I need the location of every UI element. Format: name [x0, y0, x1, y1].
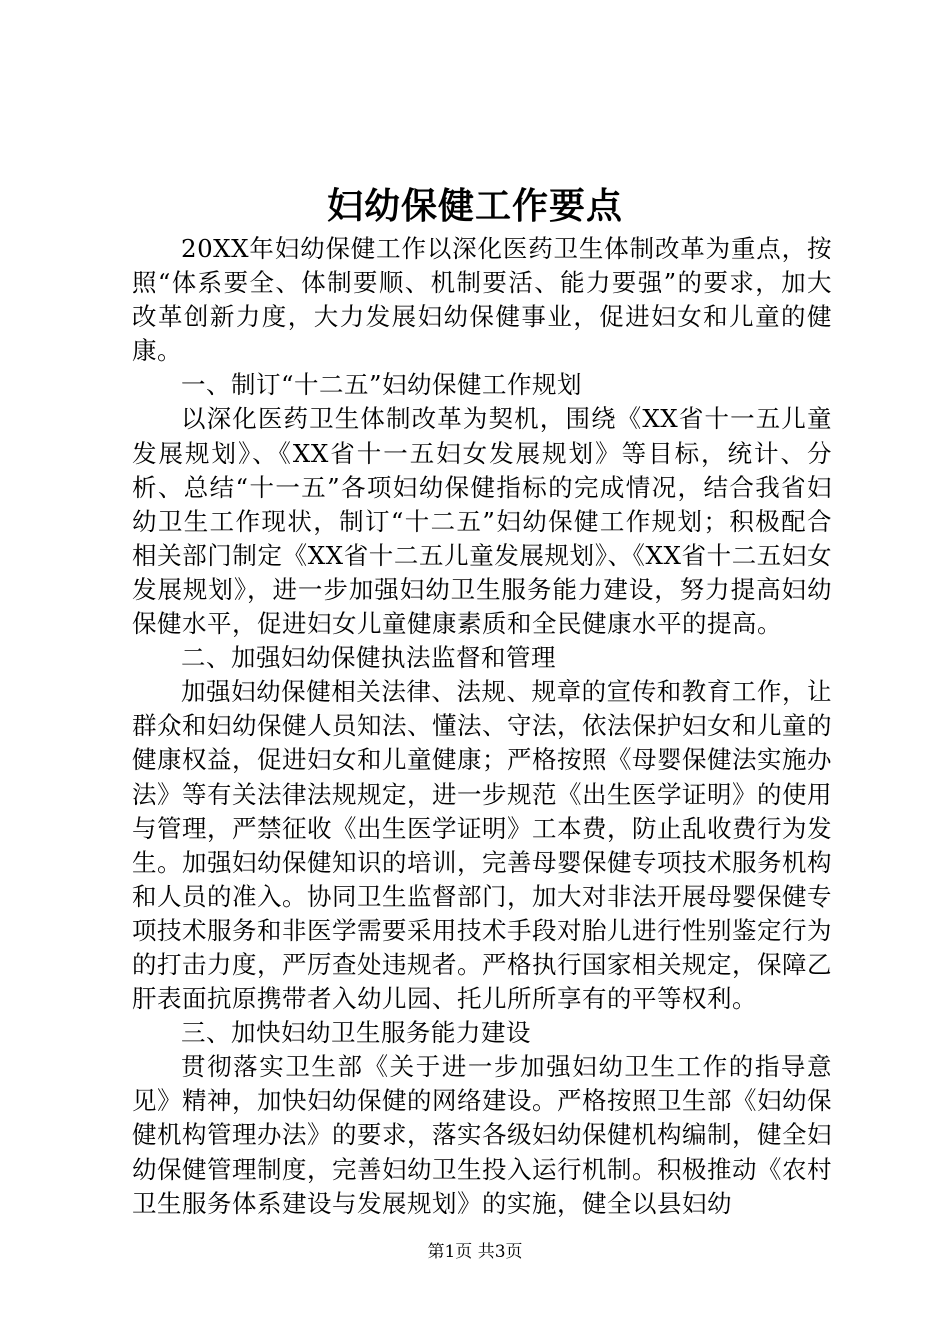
section-1-heading: 一、制订“十二五”妇幼保健工作规划 — [181, 370, 583, 400]
section-2-body: 加强妇幼保健相关法律、法规、规章的宣传和教育工作，让群众和妇幼保健人员知法、懂法、守法，依法保护妇女和儿童的健康权益，促进妇女和儿童健康；严格按照《母婴保健法实施办法》等有关法律法规规定，进一步规范《出生医学证明》的使用与管理，严禁征收《出生医学证明》工本费，防止乱收费行为发生。加强妇幼保健知识的培训，完善母婴保健专项技术服务机构和人员的准入。协同卫生监督部门，加大对非法开展母婴保健专项技术服务和非医学需要采用技术手段对胎儿进行性别鉴定行为的打击力度，严厉查处违规者。严格执行国家相关规定，保障乙肝表面抗原携带者入幼儿园、托儿所所享有的平等权利。 — [132, 677, 832, 1014]
document-title: 妇幼保健工作要点 — [326, 185, 623, 227]
section-3-heading: 三、加快妇幼卫生服务能力建设 — [181, 1018, 531, 1048]
section-3-body: 贯彻落实卫生部《关于进一步加强妇幼卫生工作的指导意见》精神，加快妇幼保健的网络建设。严格按照卫生部《妇幼保健机构管理办法》的要求，落实各级妇幼保健机构编制，健全妇幼保健管理制度，完善妇幼卫生投入运行机制。积极推动《农村卫生服务体系建设与发展规划》的实施，健全以县妇幼 — [132, 1052, 832, 1218]
intro-paragraph: 20XX年妇幼保健工作以深化医药卫生体制改革为重点，按照“体系要全、体制要顺、机制要活、能力要强”的要求，加大改革创新力度，大力发展妇幼保健事业，促进妇女和儿童的健康。 — [132, 234, 832, 366]
section-2-heading: 二、加强妇幼保健执法监督和管理 — [181, 643, 556, 673]
section-1-body: 以深化医药卫生体制改革为契机，围绕《XX省十一五儿童发展规划》、《XX省十一五妇女发展规划》等目标，统计、分析、总结“十一五”各项妇幼保健指标的完成情况，结合我省妇幼卫生工作现状，制订“十二五”妇幼保健工作规划；积极配合相关部门制定《XX省十二五儿童发展规划》、《XX省十二五妇女发展规划》，进一步加强妇幼卫生服务能力建设，努力提高妇幼保健水平，促进妇女儿童健康素质和全民健康水平的提高。 — [132, 404, 832, 639]
page-number-footer: 第1页 共3页 — [427, 1242, 523, 1262]
document-body — [132, 232, 832, 1221]
